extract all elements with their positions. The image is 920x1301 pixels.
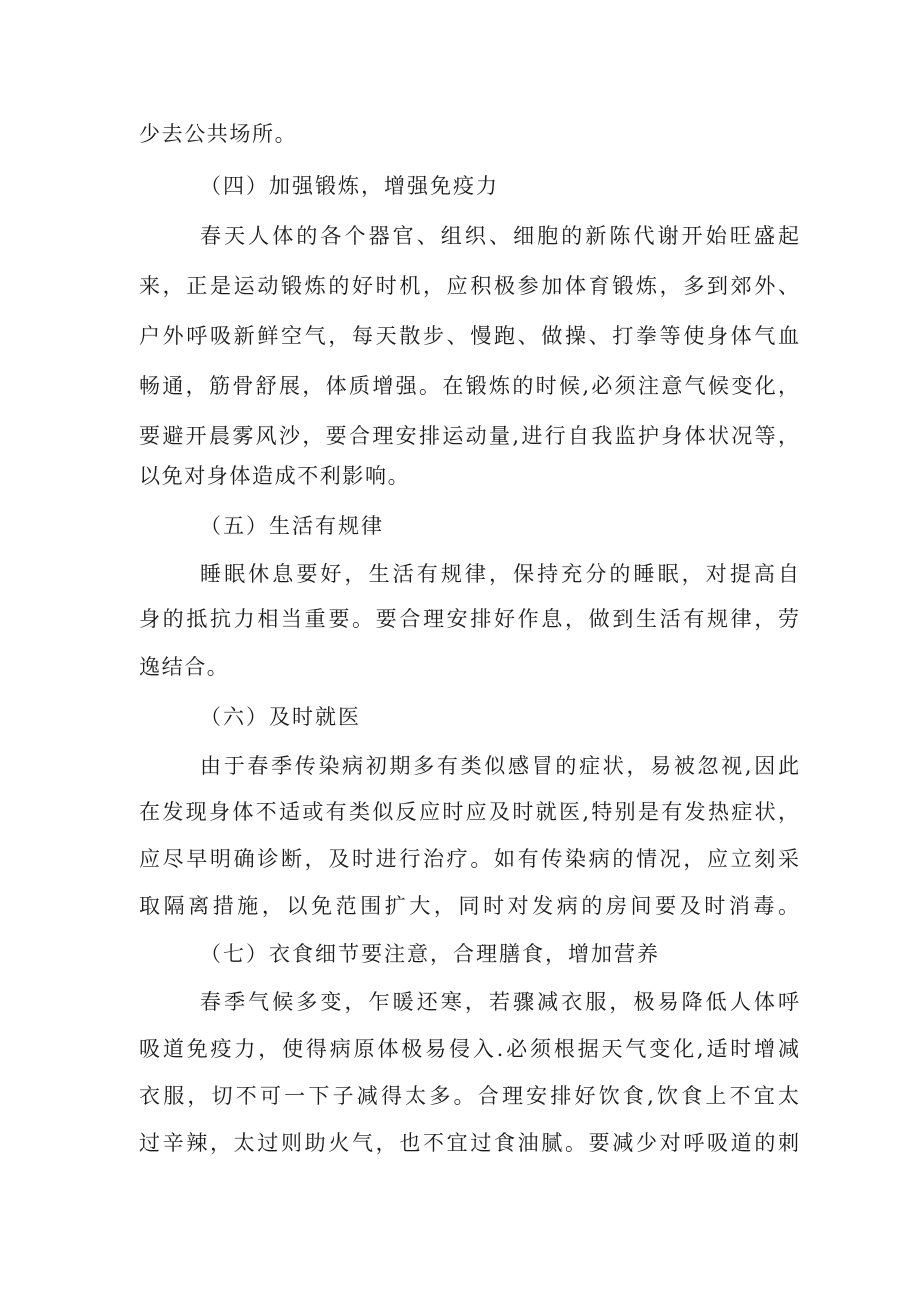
- section-heading-5: （五）生活有规律: [200, 514, 384, 538]
- paragraph-line: 春季气候多变，乍暖还寒，若骤减衣服，极易降低人体呼: [200, 990, 799, 1014]
- paragraph-line: 身的抵抗力相当重要。要合理安排好作息，做到生活有规律，劳: [139, 607, 799, 631]
- paragraph-line: 户外呼吸新鲜空气，每天散步、慢跑、做操、打拳等使身体气血: [139, 324, 799, 348]
- paragraph-line: 春天人体的各个器官、组织、细胞的新陈代谢开始旺盛起: [200, 224, 799, 248]
- paragraph-line: 睡眠休息要好，生活有规律，保持充分的睡眠，对提高自: [200, 562, 799, 586]
- paragraph-line: 吸道免疫力，使得病原体极易侵入.必须根据天气变化,适时增减: [139, 1037, 799, 1061]
- section-heading-6: （六）及时就医: [200, 705, 361, 729]
- section-heading-4: （四）加强锻炼，增强免疫力: [200, 174, 499, 198]
- paragraph-line: 畅通，筋骨舒展，体质增强。在锻炼的时候,必须注意气候变化，: [139, 374, 799, 398]
- paragraph-line: 衣服，切不可一下子减得太多。合理安排好饮食,饮食上不宜太: [139, 1084, 799, 1108]
- section-heading-7: （七）衣食细节要注意，合理膳食，增加营养: [200, 942, 660, 966]
- paragraph-line: 由于春季传染病初期多有类似感冒的症状，易被忽视,因此: [200, 754, 799, 778]
- paragraph-line: 过辛辣，太过则助火气，也不宜过食油腻。要减少对呼吸道的刺: [139, 1131, 799, 1155]
- continuation-line: 少去公共场所。: [139, 122, 298, 146]
- paragraph-line: 要避开晨雾风沙，要合理安排运动量,进行自我监护身体状况等，: [139, 424, 799, 448]
- paragraph-line: 应尽早明确诊断，及时进行治疗。如有传染病的情况，应立刻采: [139, 847, 799, 871]
- paragraph-line: 取隔离措施，以免范围扩大，同时对发病的房间要及时消毒。: [139, 894, 799, 918]
- paragraph-line: 逸结合。: [139, 655, 230, 679]
- paragraph-line: 在发现身体不适或有类似反应时应及时就医,特别是有发热症状，: [139, 800, 799, 824]
- paragraph-line: 来，正是运动锻炼的好时机，应积极参加体育锻炼，多到郊外、: [139, 274, 799, 298]
- paragraph-line: 以免对身体造成不利影响。: [139, 464, 411, 488]
